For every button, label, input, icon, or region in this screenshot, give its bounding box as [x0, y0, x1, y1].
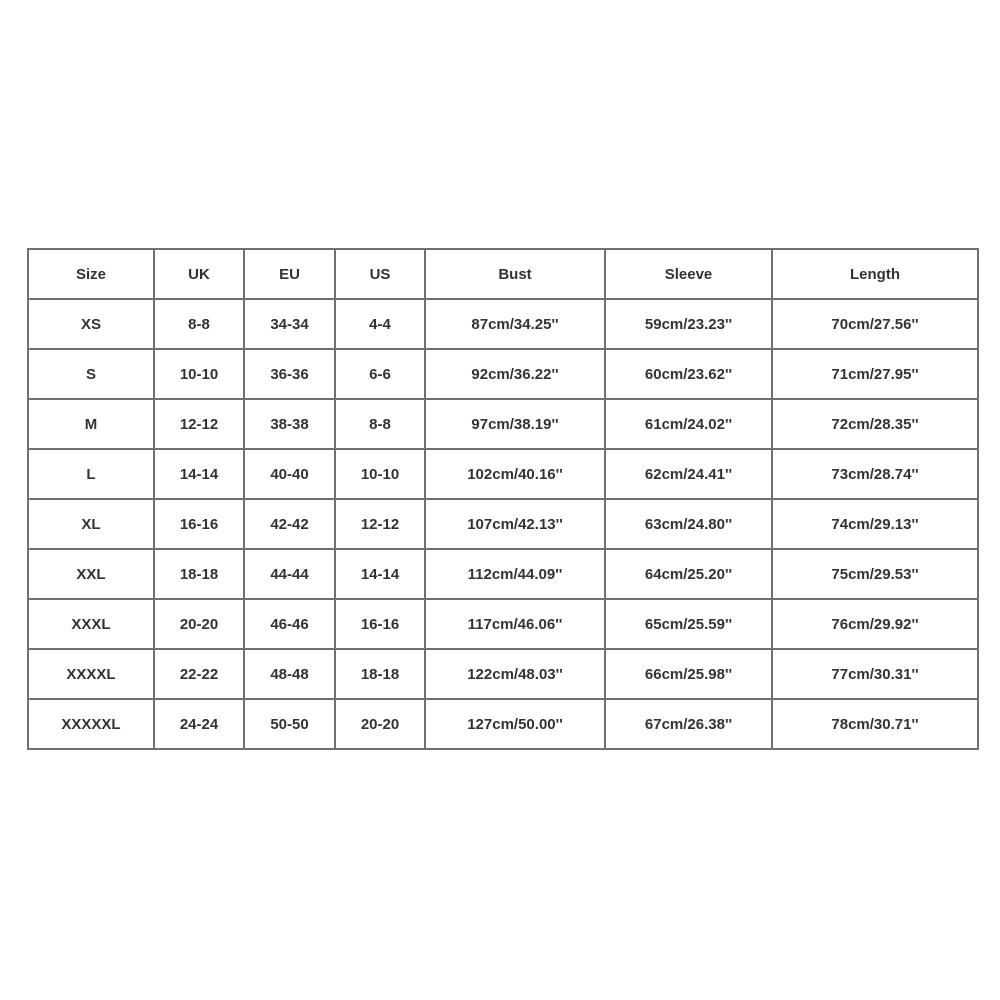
- cell-us: 10-10: [335, 449, 425, 499]
- cell-us: 18-18: [335, 649, 425, 699]
- cell-length: 78cm/30.71'': [772, 699, 978, 749]
- cell-bust: 112cm/44.09'': [425, 549, 605, 599]
- cell-bust: 107cm/42.13'': [425, 499, 605, 549]
- cell-length: 70cm/27.56'': [772, 299, 978, 349]
- cell-length: 73cm/28.74'': [772, 449, 978, 499]
- cell-us: 16-16: [335, 599, 425, 649]
- cell-uk: 8-8: [154, 299, 244, 349]
- cell-eu: 50-50: [244, 699, 335, 749]
- column-header-us: US: [335, 249, 425, 299]
- cell-length: 74cm/29.13'': [772, 499, 978, 549]
- table-row-xs: [28, 299, 978, 349]
- table-row-xl: [28, 499, 978, 549]
- cell-size: XS: [28, 299, 154, 349]
- cell-us: 4-4: [335, 299, 425, 349]
- cell-size: XXXXXL: [28, 699, 154, 749]
- column-header-sleeve: Sleeve: [605, 249, 772, 299]
- cell-eu: 36-36: [244, 349, 335, 399]
- cell-bust: 87cm/34.25'': [425, 299, 605, 349]
- table-row-s: [28, 349, 978, 399]
- table-header-row: [28, 249, 978, 299]
- cell-bust: 122cm/48.03'': [425, 649, 605, 699]
- cell-uk: 22-22: [154, 649, 244, 699]
- table-row-xxxl: [28, 599, 978, 649]
- cell-size: XXL: [28, 549, 154, 599]
- column-header-eu: EU: [244, 249, 335, 299]
- cell-eu: 44-44: [244, 549, 335, 599]
- cell-sleeve: 64cm/25.20'': [605, 549, 772, 599]
- cell-uk: 24-24: [154, 699, 244, 749]
- cell-us: 14-14: [335, 549, 425, 599]
- cell-uk: 18-18: [154, 549, 244, 599]
- column-header-size: Size: [28, 249, 154, 299]
- table-row-xxxxxl: [28, 699, 978, 749]
- cell-size: S: [28, 349, 154, 399]
- size-chart-table: [27, 248, 979, 750]
- table-row-l: [28, 449, 978, 499]
- cell-length: 76cm/29.92'': [772, 599, 978, 649]
- column-header-bust: Bust: [425, 249, 605, 299]
- cell-eu: 34-34: [244, 299, 335, 349]
- cell-eu: 46-46: [244, 599, 335, 649]
- table-row-m: [28, 399, 978, 449]
- cell-sleeve: 63cm/24.80'': [605, 499, 772, 549]
- cell-sleeve: 66cm/25.98'': [605, 649, 772, 699]
- cell-uk: 16-16: [154, 499, 244, 549]
- cell-size: XXXXL: [28, 649, 154, 699]
- cell-uk: 14-14: [154, 449, 244, 499]
- cell-uk: 20-20: [154, 599, 244, 649]
- cell-sleeve: 59cm/23.23'': [605, 299, 772, 349]
- cell-eu: 38-38: [244, 399, 335, 449]
- cell-bust: 127cm/50.00'': [425, 699, 605, 749]
- table-row-xxxxl: [28, 649, 978, 699]
- cell-sleeve: 62cm/24.41'': [605, 449, 772, 499]
- cell-sleeve: 65cm/25.59'': [605, 599, 772, 649]
- cell-size: XL: [28, 499, 154, 549]
- cell-bust: 102cm/40.16'': [425, 449, 605, 499]
- cell-size: L: [28, 449, 154, 499]
- cell-sleeve: 67cm/26.38'': [605, 699, 772, 749]
- cell-sleeve: 60cm/23.62'': [605, 349, 772, 399]
- cell-bust: 92cm/36.22'': [425, 349, 605, 399]
- cell-length: 72cm/28.35'': [772, 399, 978, 449]
- cell-bust: 117cm/46.06'': [425, 599, 605, 649]
- cell-length: 77cm/30.31'': [772, 649, 978, 699]
- cell-uk: 12-12: [154, 399, 244, 449]
- cell-us: 12-12: [335, 499, 425, 549]
- cell-us: 20-20: [335, 699, 425, 749]
- cell-us: 8-8: [335, 399, 425, 449]
- cell-bust: 97cm/38.19'': [425, 399, 605, 449]
- column-header-length: Length: [772, 249, 978, 299]
- table-row-xxl: [28, 549, 978, 599]
- cell-size: XXXL: [28, 599, 154, 649]
- column-header-uk: UK: [154, 249, 244, 299]
- cell-eu: 40-40: [244, 449, 335, 499]
- cell-size: M: [28, 399, 154, 449]
- cell-eu: 48-48: [244, 649, 335, 699]
- cell-us: 6-6: [335, 349, 425, 399]
- cell-uk: 10-10: [154, 349, 244, 399]
- cell-length: 71cm/27.95'': [772, 349, 978, 399]
- cell-sleeve: 61cm/24.02'': [605, 399, 772, 449]
- cell-eu: 42-42: [244, 499, 335, 549]
- cell-length: 75cm/29.53'': [772, 549, 978, 599]
